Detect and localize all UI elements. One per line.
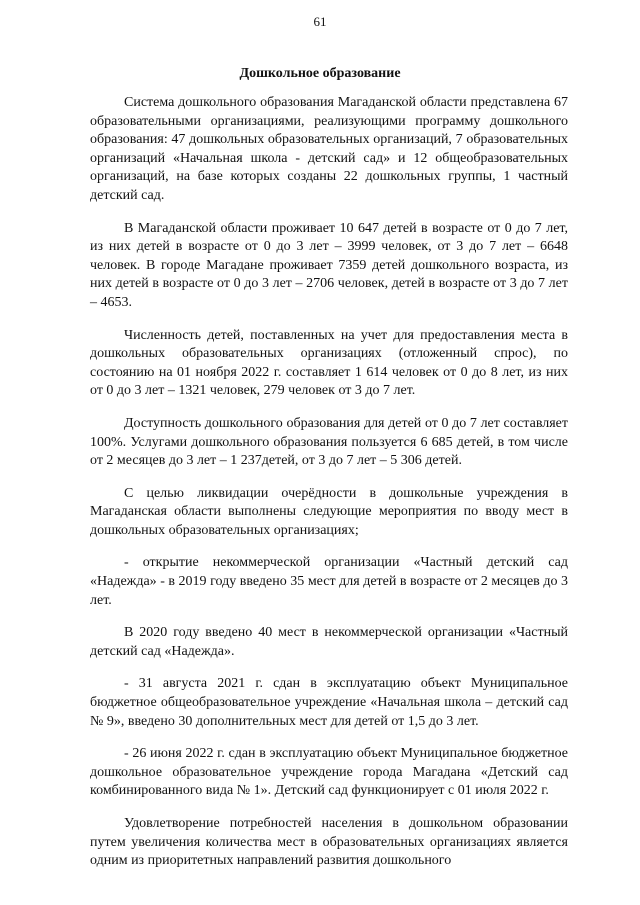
paragraph-2020-places: В 2020 году введено 40 мест в некоммерческой организации «Частный детский сад «Надежда». (90, 625, 568, 659)
paragraph-system-overview: Система дошкольного образования Магаданской области представлена 67 образовательными организациями, реализующими программу дошкольного образования: 47 дошкольных образовательных организаций, 7 образовательных организаций «Начальная школа - детский сад» и 12 общеобразовательных организаций, на базе которых созданы 22 дошкольных группы, 1 частный детский сад. (90, 95, 568, 203)
paragraph-child-population: В Магаданской области проживает 10 647 детей в возрасте от 0 до 7 лет, из них детей в возрасте от 0 до 3 лет – 3999 человек, от 3 до 7 лет – 6648 человек. В городе Магадане проживает 7359 детей дошкольного возраста, из них детей в возрасте от 0 до 3 лет – 2706 человек, детей в возрасте от 3 до 7 лет – 4653. (90, 220, 568, 310)
paragraph-nadezhda-opening: - открытие некоммерческой организации «Частный детский сад «Надежда» - в 2019 году введено 35 мест для детей в возрасте от 2 месяцев до 3 лет. (90, 555, 568, 608)
paragraph-waiting-list: Численность детей, поставленных на учет для предоставления места в дошкольных образовательных организациях (отложенный спрос), по состоянию на 01 ноября 2022 г. составляет 1 614 человек от 0 до 8 лет, из них от 0 до 3 лет – 1321 человек, 279 человек от 3 до 7 лет. (90, 327, 568, 399)
document-body (90, 94, 568, 885)
paragraph-accessibility: Доступность дошкольного образования для детей от 0 до 7 лет составляет 100%. Услугами дошкольного образования пользуется 6 685 детей, в том числе от 2 месяцев до 3 лет – 1 237детей, от 3 до 7 лет – 5 306 детей. (90, 415, 568, 469)
page-number: 61 (313, 14, 327, 29)
paragraph-kindergarten-1: - 26 июня 2022 г. сдан в эксплуатацию объект Муниципальное бюджетное дошкольное образовательное учреждение города Магадана «Детский сад комбинированного вида № 1». Детский сад функционирует с 01 июля 2022 г. (90, 746, 568, 799)
paragraph-priority-directions: Удовлетворение потребностей населения в дошкольном образовании путем увеличения количества мест в образовательных организациях является одним из приоритетных направлений развития дошкольного (90, 816, 568, 869)
paragraph-school-kindergarten-9: - 31 августа 2021 г. сдан в эксплуатацию объект Муниципальное бюджетное общеобразовательное учреждение «Начальная школа – детский сад № 9», введено 30 дополнительных мест для детей от 1,5 до 3 лет. (90, 676, 568, 729)
section-title: Дошкольное образование (239, 66, 401, 81)
paragraph-queue-measures: С целью ликвидации очерёдности в дошкольные учреждения в Магаданская области выполнены следующие мероприятия по вводу мест в дошкольных образовательных организациях; (90, 485, 568, 538)
